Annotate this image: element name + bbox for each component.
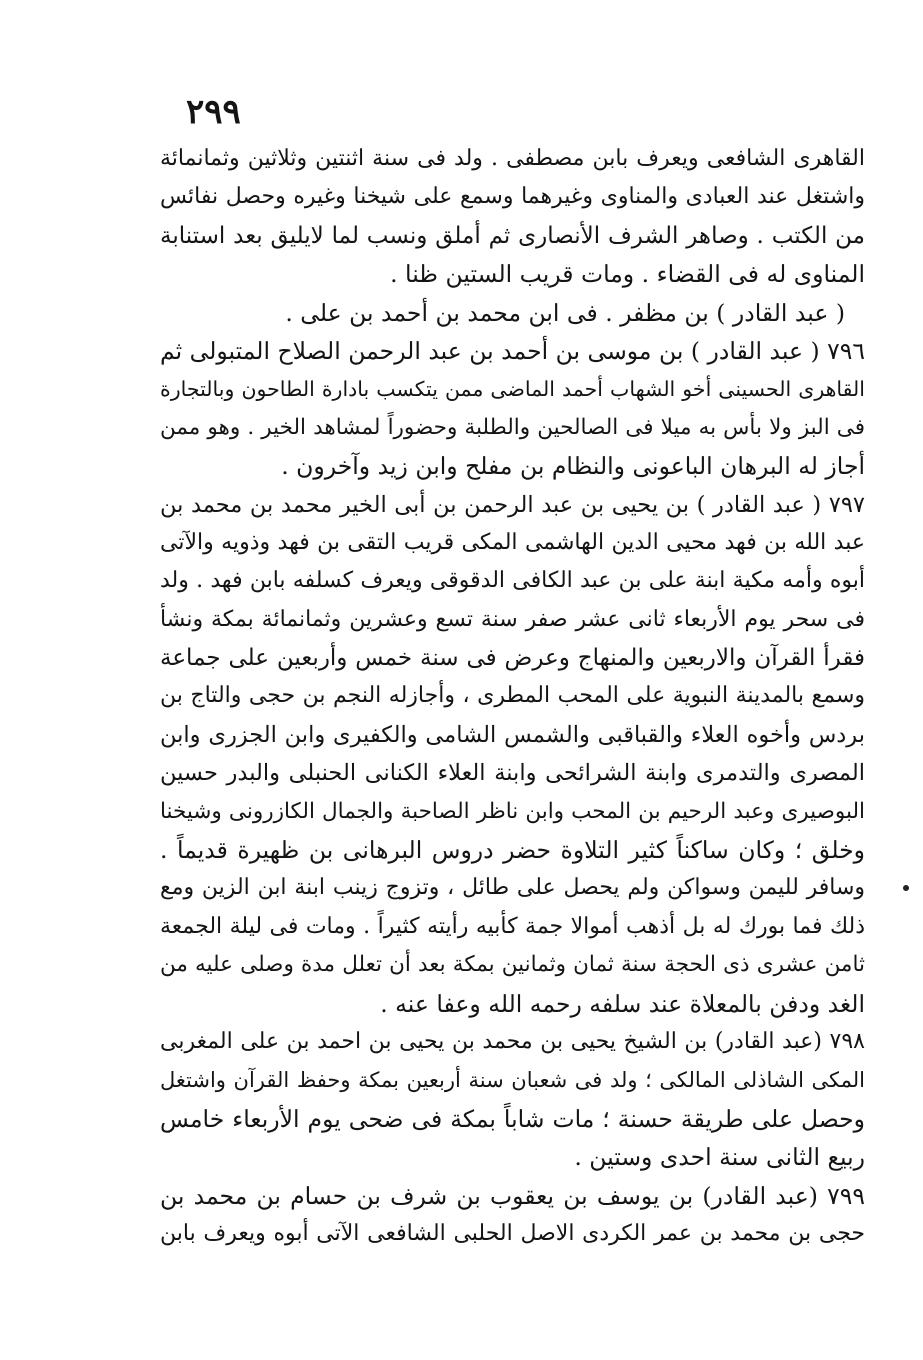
margin-mark [903, 885, 909, 891]
text-line: المناوى له فى القضاء . ومات قريب الستين ظنا . [390, 260, 865, 289]
text-line: الغد ودفن بالمعلاة عند سلفه رحمه الله وعفا عنه . [380, 989, 865, 1018]
text-line: وخلق ؛ وكان ساكناً كثير التلاوة حضر دروس البرهانى بن ظهيرة قديماً . [160, 836, 865, 865]
text-line: البوصيرى وعبد الرحيم بن المحب وابن ناظر الصاحبة والجمال الكازرونى وشيخنا [160, 798, 865, 824]
body-text [160, 140, 865, 1253]
text-line: ٧٩٧ ( عبد القادر ) بن يحيى بن عبد الرحمن بن أبى الخير محمد بن محمد بن [160, 491, 865, 518]
text-line: من الكتب . وصاهر الشرف الأنصارى ثم أملق ونسب لما لايليق بعد استنابة [160, 222, 865, 249]
text-line: فى البز ولا بأس به ميلا فى الصالحين والطلبة وحضوراً لمشاهد الخير . وهو ممن [160, 414, 865, 440]
text-line: ٧٩٩ (عبد القادر) بن يوسف بن يعقوب بن شرف بن حسام بن محمد بن [160, 1181, 865, 1210]
text-line: بردس وأخوه العلاء والقباقبى والشمس الشامى والكفيرى وابن الجزرى وابن [160, 721, 865, 748]
text-line: فى سحر يوم الأربعاء ثانى عشر صفر سنة تسع وعشرين وثمانمائة بمكة ونشأ [160, 606, 865, 632]
text-line: أبوه وأمه مكية ابنة على بن عبد الكافى الدقوقى ويعرف كسلفه بابن فهد . ولد [160, 568, 865, 594]
text-line: ربيع الثانى سنة احدى وستين . [574, 1143, 865, 1172]
text-line: وحصل على طريقة حسنة ؛ مات شاباً بمكة فى ضحى يوم الأربعاء خامس [160, 1104, 865, 1133]
text-line: القاهرى الشافعى ويعرف بابن مصطفى . ولد فى سنة اثنتين وثلاثين وثمانمائة [160, 146, 865, 171]
text-line: ٧٩٨ (عبد القادر) بن الشيخ يحيى بن محمد بن يحيى بن احمد بن على المغربى [160, 1028, 865, 1054]
text-line: فقرأ القرآن والاربعين والمنهاج وعرض فى سنة خمس وأربعين على جماعة [160, 645, 865, 672]
text-line: ٧٩٦ ( عبد القادر ) بن موسى بن أحمد بن عبد الرحمن الصلاح المتبولى ثم [160, 336, 865, 365]
text-line: حجى بن محمد بن عمر الكردى الاصل الحلبى الشافعى الآتى أبوه ويعرف بابن [160, 1220, 865, 1246]
text-line: القاهرى الحسينى أخو الشهاب أحمد الماضى ممن يتكسب بادارة الطاحون وبالتجارة [160, 377, 865, 402]
text-line: المصرى والتدمرى وابنة الشرائحى وابنة العلاء الكنانى الحنبلى والبدر حسين [160, 760, 865, 787]
text-line: ( عبد القادر ) بن مظفر . فى ابن محمد بن أحمد بن على . [285, 298, 845, 327]
text-line: ذلك فما بورك له بل أذهب أموالا جمة كأبيه رأيته كثيراً . ومات فى ليلة الجمعة [160, 913, 865, 939]
text-line: وسمع بالمدينة النبوية على المحب المطرى ، وأجازله النجم بن حجى والتاج بن [160, 683, 865, 709]
page-number: ٢٩٩ [186, 92, 241, 132]
text-line: واشتغل عند العبادى والمناوى وغيرهما وسمع على شيخنا وغيره وحصل نفائس [160, 184, 865, 210]
text-line: وسافر لليمن وسواكن ولم يحصل على طائل ، وتزوج زينب ابنة ابن الزين ومع [160, 875, 865, 901]
text-line: أجاز له البرهان الباعونى والنظام بن مفلح وابن زيد وآخرون . [281, 452, 865, 481]
text-line: المكى الشاذلى المالكى ؛ ولد فى شعبان سنة أربعين بمكة وحفظ القرآن واشتغل [160, 1068, 865, 1093]
text-line: ثامن عشرى ذى الحجة سنة ثمان وثمانين بمكة بعد أن تعلل مدة وصلى عليه من [160, 952, 865, 978]
text-line: عبد الله بن فهد محيى الدين الهاشمى المكى قريب التقى بن فهد وذويه والآتى [160, 529, 865, 555]
